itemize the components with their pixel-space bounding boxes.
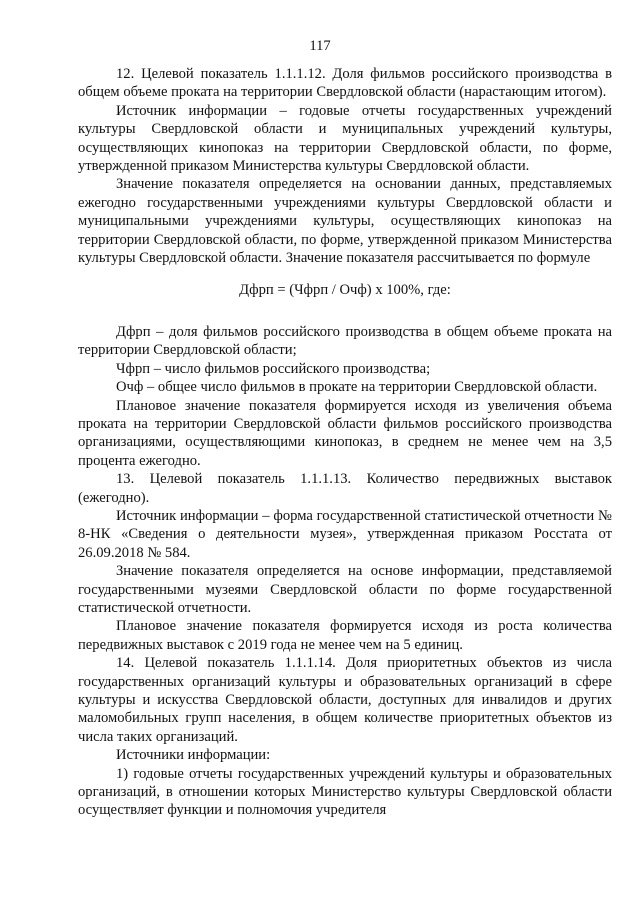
paragraph-method-13: Значение показателя определяется на основе информации, представляемой государственными музеями Свердловской области по форме государственной статистической отчетности.	[78, 563, 612, 616]
paragraph-plan-12: Плановое значение показателя формируется исходя из увеличения объема проката на территории Свердловской области фильмов российского производства организациями, осуществляющими кинопоказ, в среднем не менее чем на 3,5 процента ежегодно.	[78, 397, 612, 469]
formula-term-ochf: Очф – общее число фильмов в прокате на территории Свердловской области.	[116, 379, 598, 396]
paragraph-indicator-14: 14. Целевой показатель 1.1.1.14. Доля приоритетных объектов из числа государственных организаций культуры и образовательных организаций в сфере культуры и искусства Свердловской области, доступных для инвалидов и других маломобильных групп населения, в общем количестве приоритетных объектов из числа таких организаций.	[78, 655, 612, 745]
formula-term-chfrp: Чфрп – число фильмов российского производства;	[116, 360, 431, 377]
paragraph-method-12: Значение показателя определяется на основании данных, представляемых ежегодно государственными учреждениями культуры Свердловской области и муниципальными учреждениями культуры, осуществляющих кинопоказ на территории Свердловской области, по форме, утвержденной приказом Министерства культуры Свердловской области. Значение показателя рассчитывается по формуле	[78, 176, 612, 267]
paragraph-plan-13: Плановое значение показателя формируется исходя из роста количества передвижных выставок с 2019 года не менее чем на 5 единиц.	[78, 618, 612, 653]
paragraph-indicator-13: 13. Целевой показатель 1.1.1.13. Количество передвижных выставок (ежегодно).	[78, 471, 612, 506]
page-number: 117	[309, 38, 331, 54]
paragraph-source-item-1: 1) годовые отчеты государственных учреждений культуры и образовательных организаций, в отношении которых Министерство культуры Свердловской области осуществляет функции и полномочия учредителя	[78, 765, 612, 819]
document-body	[78, 65, 612, 820]
paragraph-indicator-12: 12. Целевой показатель 1.1.1.12. Доля фильмов российского производства в общем объеме проката на территории Свердловской области (нарастающим итогом).	[78, 66, 612, 101]
paragraph-source-12: Источник информации – годовые отчеты государственных учреждений культуры Свердловской области и муниципальных учреждений культуры, осуществляющих кинопоказ на территории Свердловской области, по форме, утвержденной приказом Министерства культуры Свердловской области.	[78, 102, 612, 175]
paragraph-source-13: Источник информации – форма государственной статистической отчетности № 8-НК «Сведения о деятельности музея», утвержденная приказом Росстата от 26.09.2018 № 584.	[78, 507, 612, 561]
formula: Дфрп = (Чфрп / Очф) х 100%, где:	[239, 282, 451, 299]
formula-term-dfrp: Дфрп – доля фильмов российского производства в общем объеме проката на территории Свердловской области;	[78, 323, 612, 359]
paragraph-sources-heading-14: Источники информации:	[116, 747, 271, 764]
